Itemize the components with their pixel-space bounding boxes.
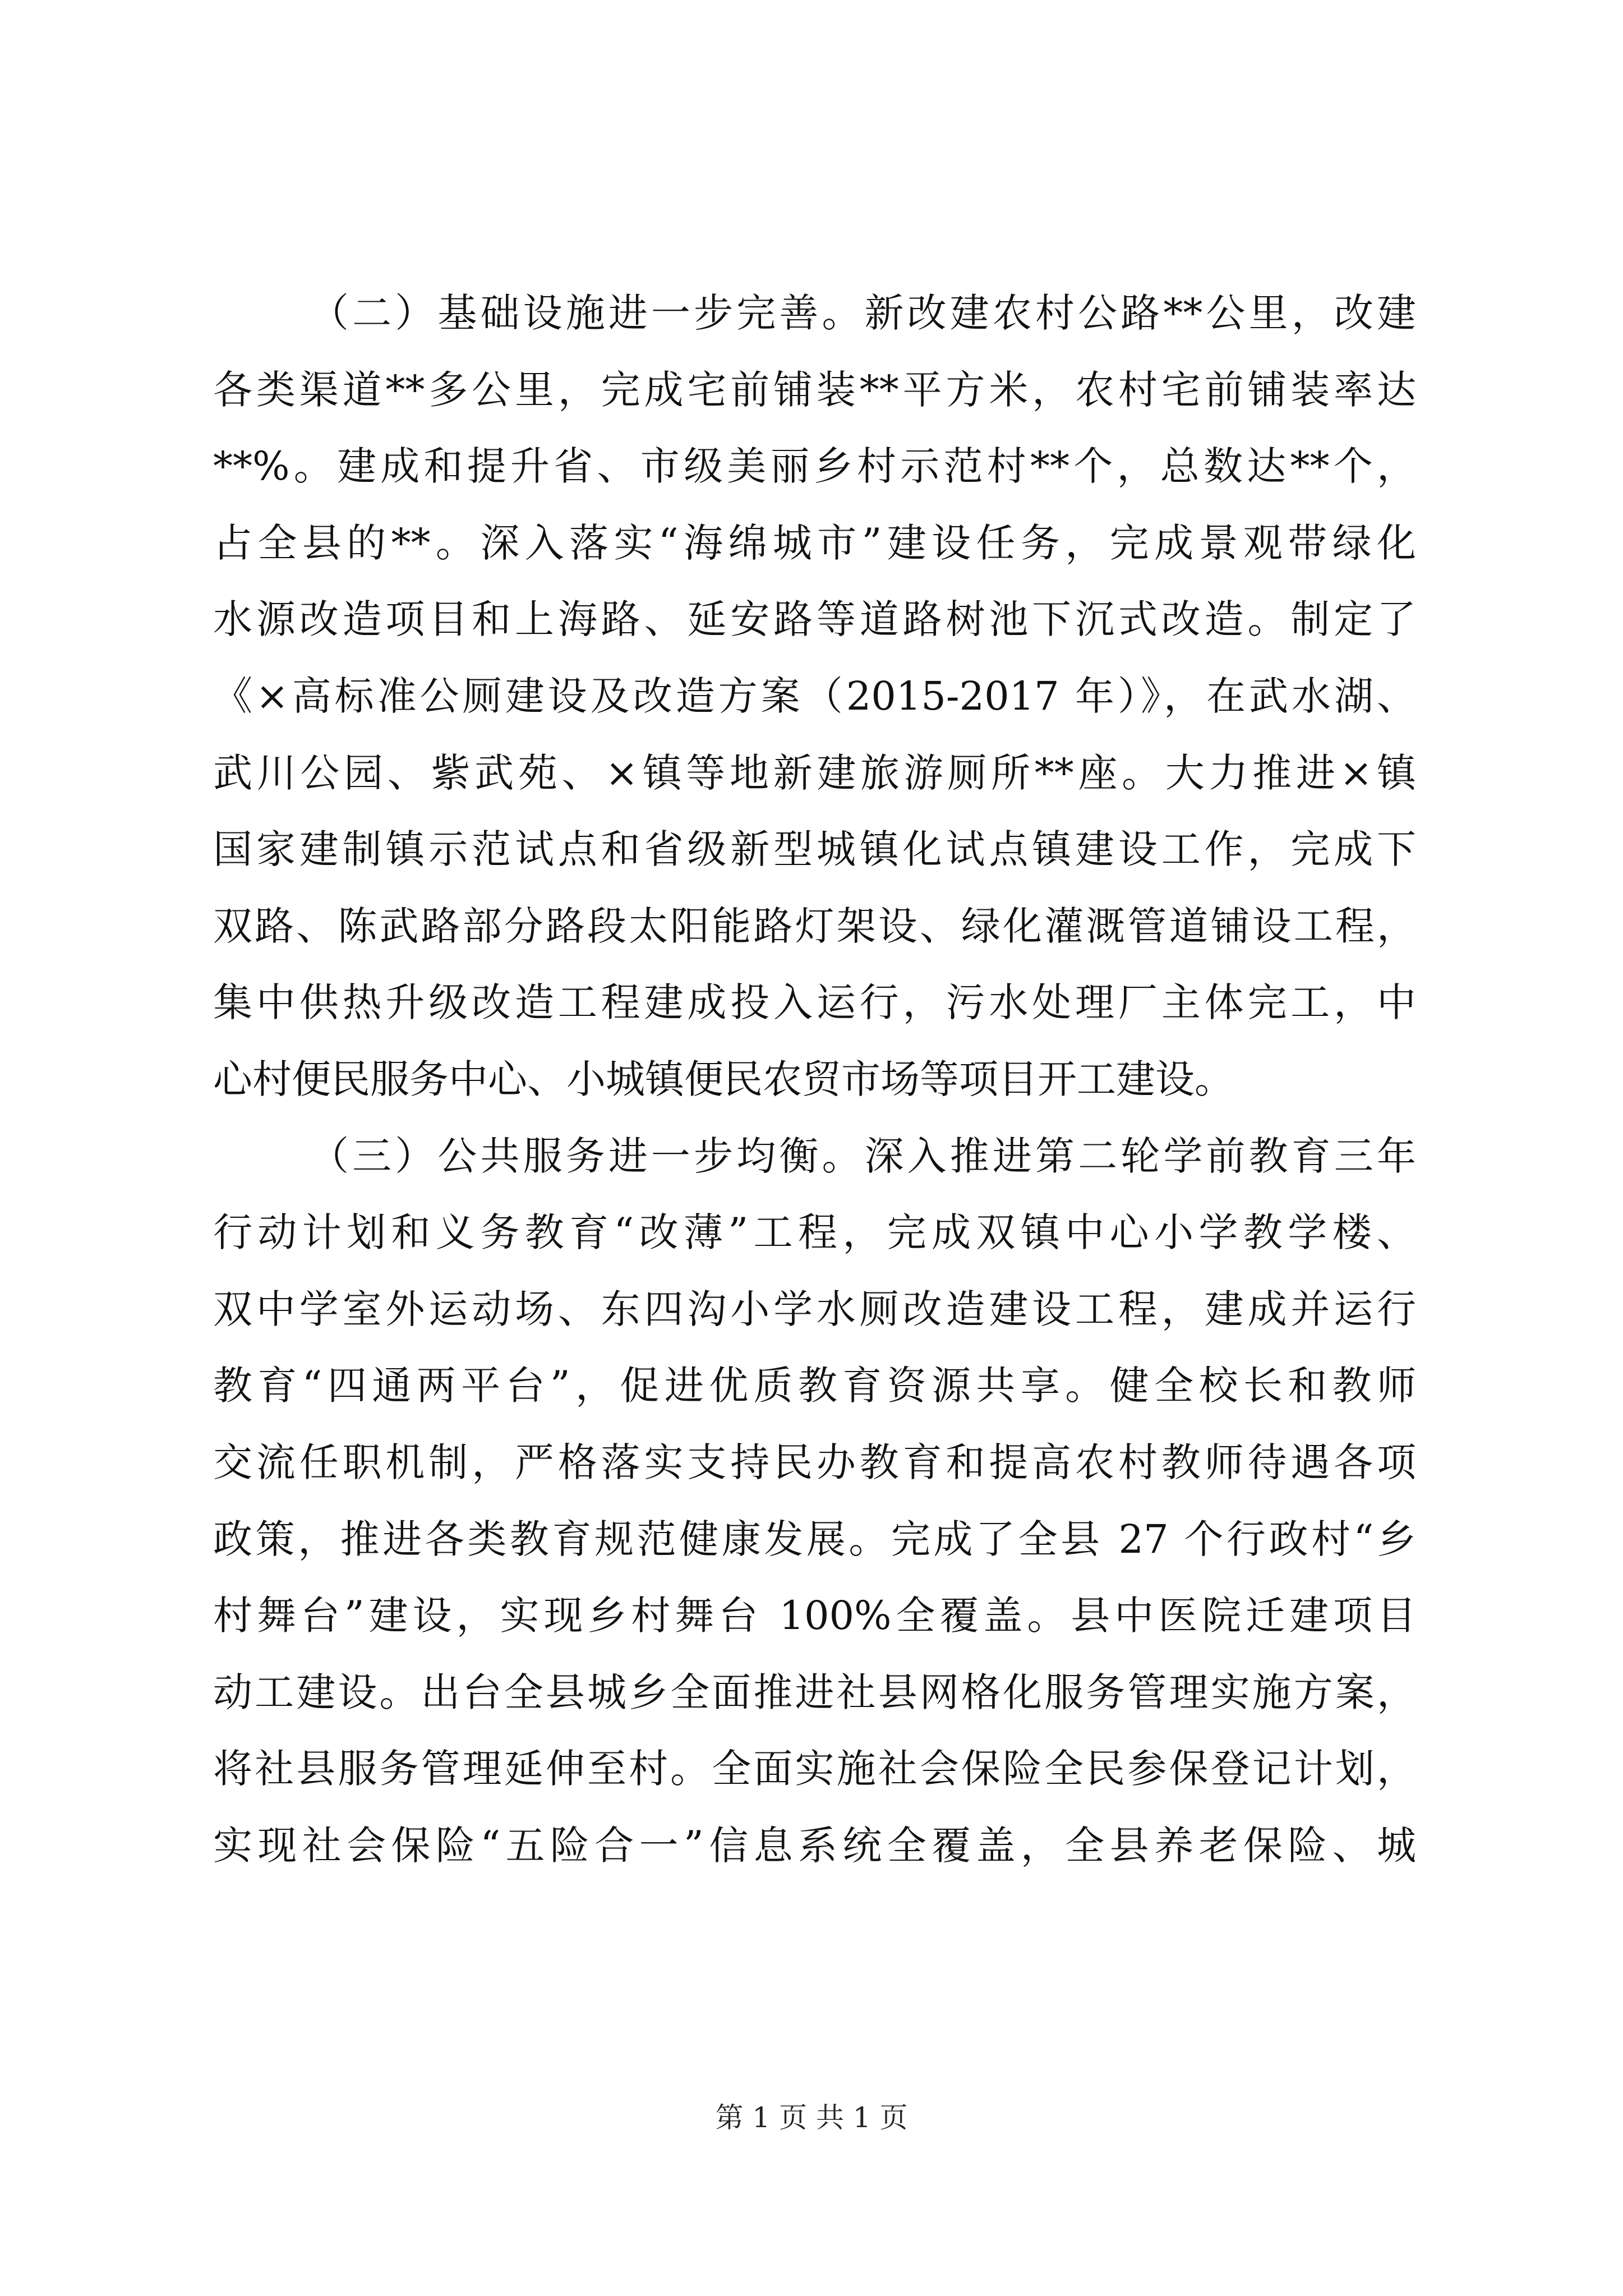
paragraph-3-line: （三）公共服务进一步均衡。深入推进第二轮学前教育三年 <box>310 1133 1416 1179</box>
page-number: 第 1 页 共 1 页 <box>715 2101 908 2134</box>
paragraph-3-line: 教育“四通两平台”，促进优质教育资源共享。健全校长和教师 <box>213 1363 1416 1409</box>
paragraph-2-line: 水源改造项目和上海路、延安路等道路树池下沉式改造。制定了 <box>213 596 1416 643</box>
paragraph-3-line: 行动计划和义务教育“改薄”工程，完成双镇中心小学教学楼、 <box>213 1209 1416 1256</box>
paragraph-3-line: 实现社会保险“五险合一”信息系统全覆盖，全县养老保险、城 <box>213 1822 1416 1869</box>
body-text <box>213 275 1416 1884</box>
paragraph-2-line: 心村便民服务中心、小城镇便民农贸市场等项目开工建设。 <box>213 1056 1234 1102</box>
paragraph-3-line: 将社县服务管理延伸至村。全面实施社会保险全民参保登记计划， <box>213 1746 1416 1792</box>
paragraph-2-line: 国家建制镇示范试点和省级新型城镇化试点镇建设工作，完成下 <box>213 826 1416 873</box>
page-footer <box>0 2101 1623 2134</box>
paragraph-2-line: **%。建成和提升省、市级美丽乡村示范村**个，总数达**个， <box>213 443 1416 490</box>
paragraph-2-line: 各类渠道**多公里，完成宅前铺装**平方米，农村宅前铺装率达 <box>213 366 1416 413</box>
paragraph-2-line: 占全县的**。深入落实“海绵城市”建设任务，完成景观带绿化 <box>213 519 1416 566</box>
paragraph-3-line: 村舞台”建设，实现乡村舞台 100%全覆盖。县中医院迁建项目 <box>213 1593 1416 1639</box>
paragraph-3-line: 双中学室外运动场、东四沟小学水厕改造建设工程，建成并运行 <box>213 1286 1416 1332</box>
paragraph-2-line: 武川公园、紫武苑、×镇等地新建旅游厕所**座。大力推进×镇 <box>213 749 1416 796</box>
paragraph-3-line: 交流任职机制，严格落实支持民办教育和提高农村教师待遇各项 <box>213 1439 1416 1485</box>
paragraph-2-line: 双路、陈武路部分路段太阳能路灯架设、绿化灌溉管道铺设工程， <box>213 903 1416 949</box>
paragraph-2-line: （二）基础设施进一步完善。新改建农村公路**公里，改建 <box>310 290 1416 336</box>
paragraph-3-line: 政策，推进各类教育规范健康发展。完成了全县 27 个行政村“乡 <box>213 1516 1416 1562</box>
paragraph-3-line: 动工建设。出台全县城乡全面推进社县网格化服务管理实施方案， <box>213 1669 1416 1715</box>
paragraph-2-line: 集中供热升级改造工程建成投入运行，污水处理厂主体完工，中 <box>213 979 1416 1026</box>
paragraph-2-line: 《×高标准公厕建设及改造方案（2015-2017 年）》，在武水湖、 <box>213 673 1416 719</box>
